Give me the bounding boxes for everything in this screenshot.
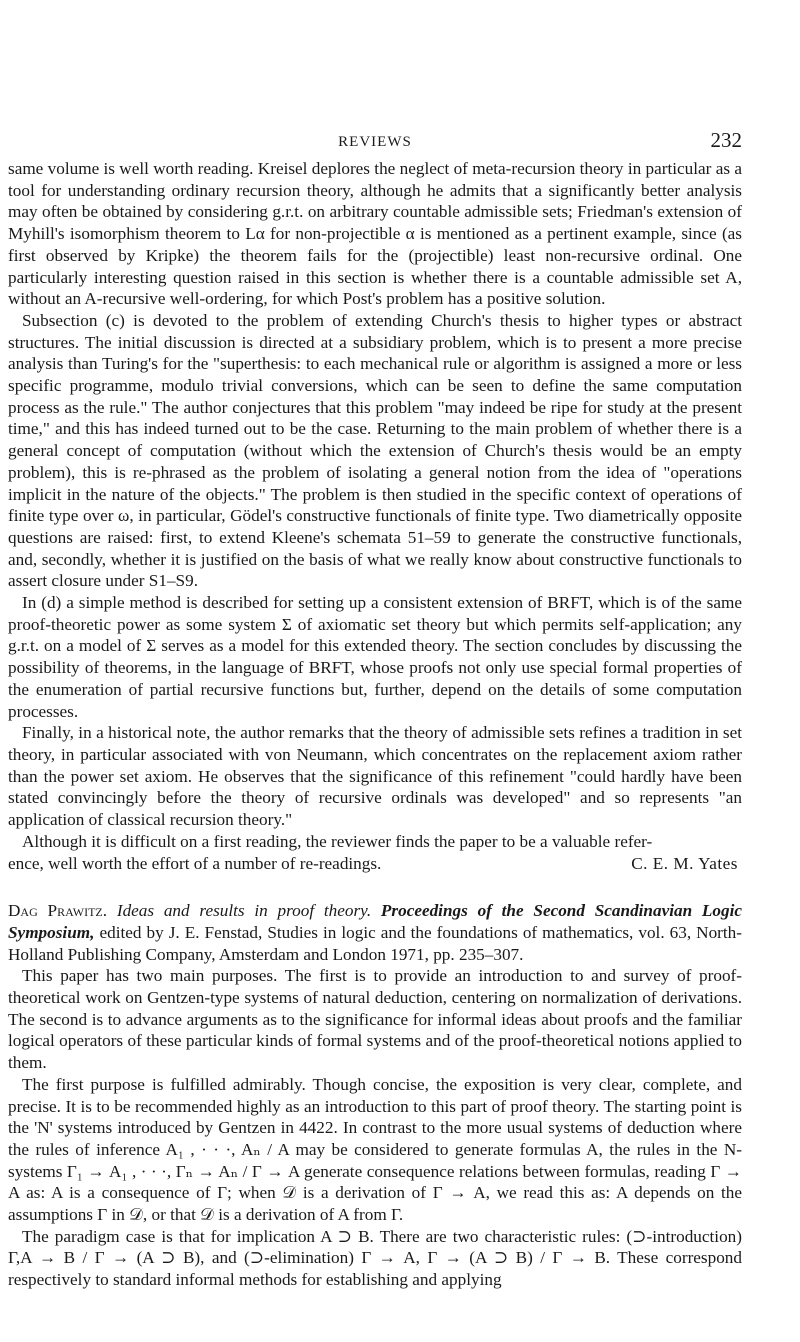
running-head: REVIEWS: [338, 134, 412, 150]
review1-paragraph-2: Subsection (c) is devoted to the problem of extending Church's thesis to higher types or abstract structures. The initial discussion is directed at a subsidiary problem, which is to present a more precise analysis than Turing's for the "superthesis: to each mechanical rule or algorithm is assigned a more or less specific programme, modulo trivial conversions, which can be seen to define the same computation process as the rule." The author conjectures that this problem "may indeed be ripe for study at the present time," and this has indeed turned out to be the case. Returning to the main problem of whether there is a general concept of computation (without which the extension of Church's thesis would be an empty problem), this is re-phrased as the problem of isolating a general notion from the idea of "operations implicit in the nature of the objects." The problem is then studied in the specific context of operations of finite type over ω, in particular, Gödel's constructive functionals of finite type. Two diametrically opposite questions are raised: first, to extend Kleene's schemata 51–59 to generate the constructive functionals, and, secondly, whether it is justified on the basis of what we really know about constructive functionals to assert closure under S1–S9.: [8, 310, 742, 591]
review1-signature-line: [8, 853, 742, 875]
review1-paragraph-3: In (d) a simple method is described for setting up a consistent extension of BRFT, which is of the same proof-theoretic power as some system Σ of axiomatic set theory but which permits self-application; any g.r.t. on a model of Σ serves as a model for this extended theory. The section concludes by discussing the possibility of theorems, in the language of BRFT, whose proofs not only use special formal properties of the enumeration of partial recursive functions but, further, depend on the details of some computation processes.: [8, 593, 742, 721]
review2-paragraph-3: The paradigm case is that for implication A ⊃ B. There are two characteristic rules: (⊃-introduction) Γ,A → B / Γ → (A ⊃ B), and (⊃-elimination) Γ → A, Γ → (A ⊃ B) / Γ → B. These correspond respectively to standard informal methods for establishing and applying: [8, 1226, 742, 1290]
review1-paragraph-5: [8, 831, 742, 853]
page-header: [8, 128, 742, 158]
review2-author: Dag Prawitz.: [8, 901, 108, 921]
review1-closing-line-2: ence, well worth the effort of a number of re-readings.: [8, 853, 382, 873]
reviewer-signature: C. E. M. Yates: [631, 853, 738, 873]
review1-paragraph-1: same volume is well worth reading. Kreisel deplores the neglect of meta-recursion theory in particular as a tool for understanding ordinary recursion theory, although he admits that a significantly better analysis may often be obtained by considering g.r.t. on arbitrary countable admissible sets; Friedman's extension of Myhill's isomorphism theorem to Lα for non-projectible α is mentioned as a pertinent example, since (as first observed by Kripke) the theorem fails for the (projectible) least non-recursive ordinal. One particularly interesting question raised in this section is whether there is a countable admissible set A, without an A-recursive well-ordering, for which Post's problem has a positive solution.: [8, 159, 742, 309]
page-number: 232: [710, 128, 742, 152]
review2-proceedings: Proceedings of the Second Scandinavian Logic Symposium,: [8, 901, 743, 942]
review2-citation-details: edited by J. E. Fenstad, Studies in logic and the foundations of mathematics, vol. 63, North-Holland Publishing Company, Amsterdam and London 1971, pp. 235–307.: [8, 922, 742, 964]
review1-paragraph-4: Finally, in a historical note, the author remarks that the theory of admissible sets refines a tradition in set theory, in particular associated with von Neumann, which concentrates on the replacement axiom rather than the power set axiom. He observes that the significance of this refinement "could hardly have been stated convincingly before the theory of recursive ordinals was developed" and so represents "an application of classical recursion theory.": [8, 723, 742, 830]
review1-closing-line-1: Although it is difficult on a first reading, the reviewer finds the paper to be a valuable refer-: [22, 831, 653, 851]
page-body: [8, 158, 742, 1291]
review-separator: [8, 874, 742, 900]
review2-paragraph-2: The first purpose is fulfilled admirably. Though concise, the exposition is very clear, complete, and precise. It is to be recommended highly as an introduction to this part of proof theory. The starting point is the 'N' systems introduced by Gentzen in 4422. In contrast to the more usual systems of deduction where the rules of inference A₁ , · · ·, Aₙ / A may be considered to generate formulas A, the rules in the N-systems Γ₁ → A₁ , · · ·, Γₙ → Aₙ / Γ → A generate consequence relations between formulas, reading Γ → A as: A is a consequence of Γ; when 𝒟 is a derivation of Γ → A, we read this as: A depends on the assumptions Γ in 𝒟, or that 𝒟 is a derivation of A from Γ.: [8, 1074, 742, 1225]
review2-title: Ideas and results in proof theory.: [116, 901, 372, 921]
review2-paragraph-1: This paper has two main purposes. The first is to provide an introduction to and survey of proof-theoretical work on Gentzen-type systems of natural deduction, centering on normalization of derivations. The second is to advance arguments as to the significance for informal ideas about proofs and the familiar logical operators of these particular kinds of formal systems and of the proof-theoretical notions applied to them.: [8, 966, 742, 1073]
review2-citation: [8, 900, 742, 965]
